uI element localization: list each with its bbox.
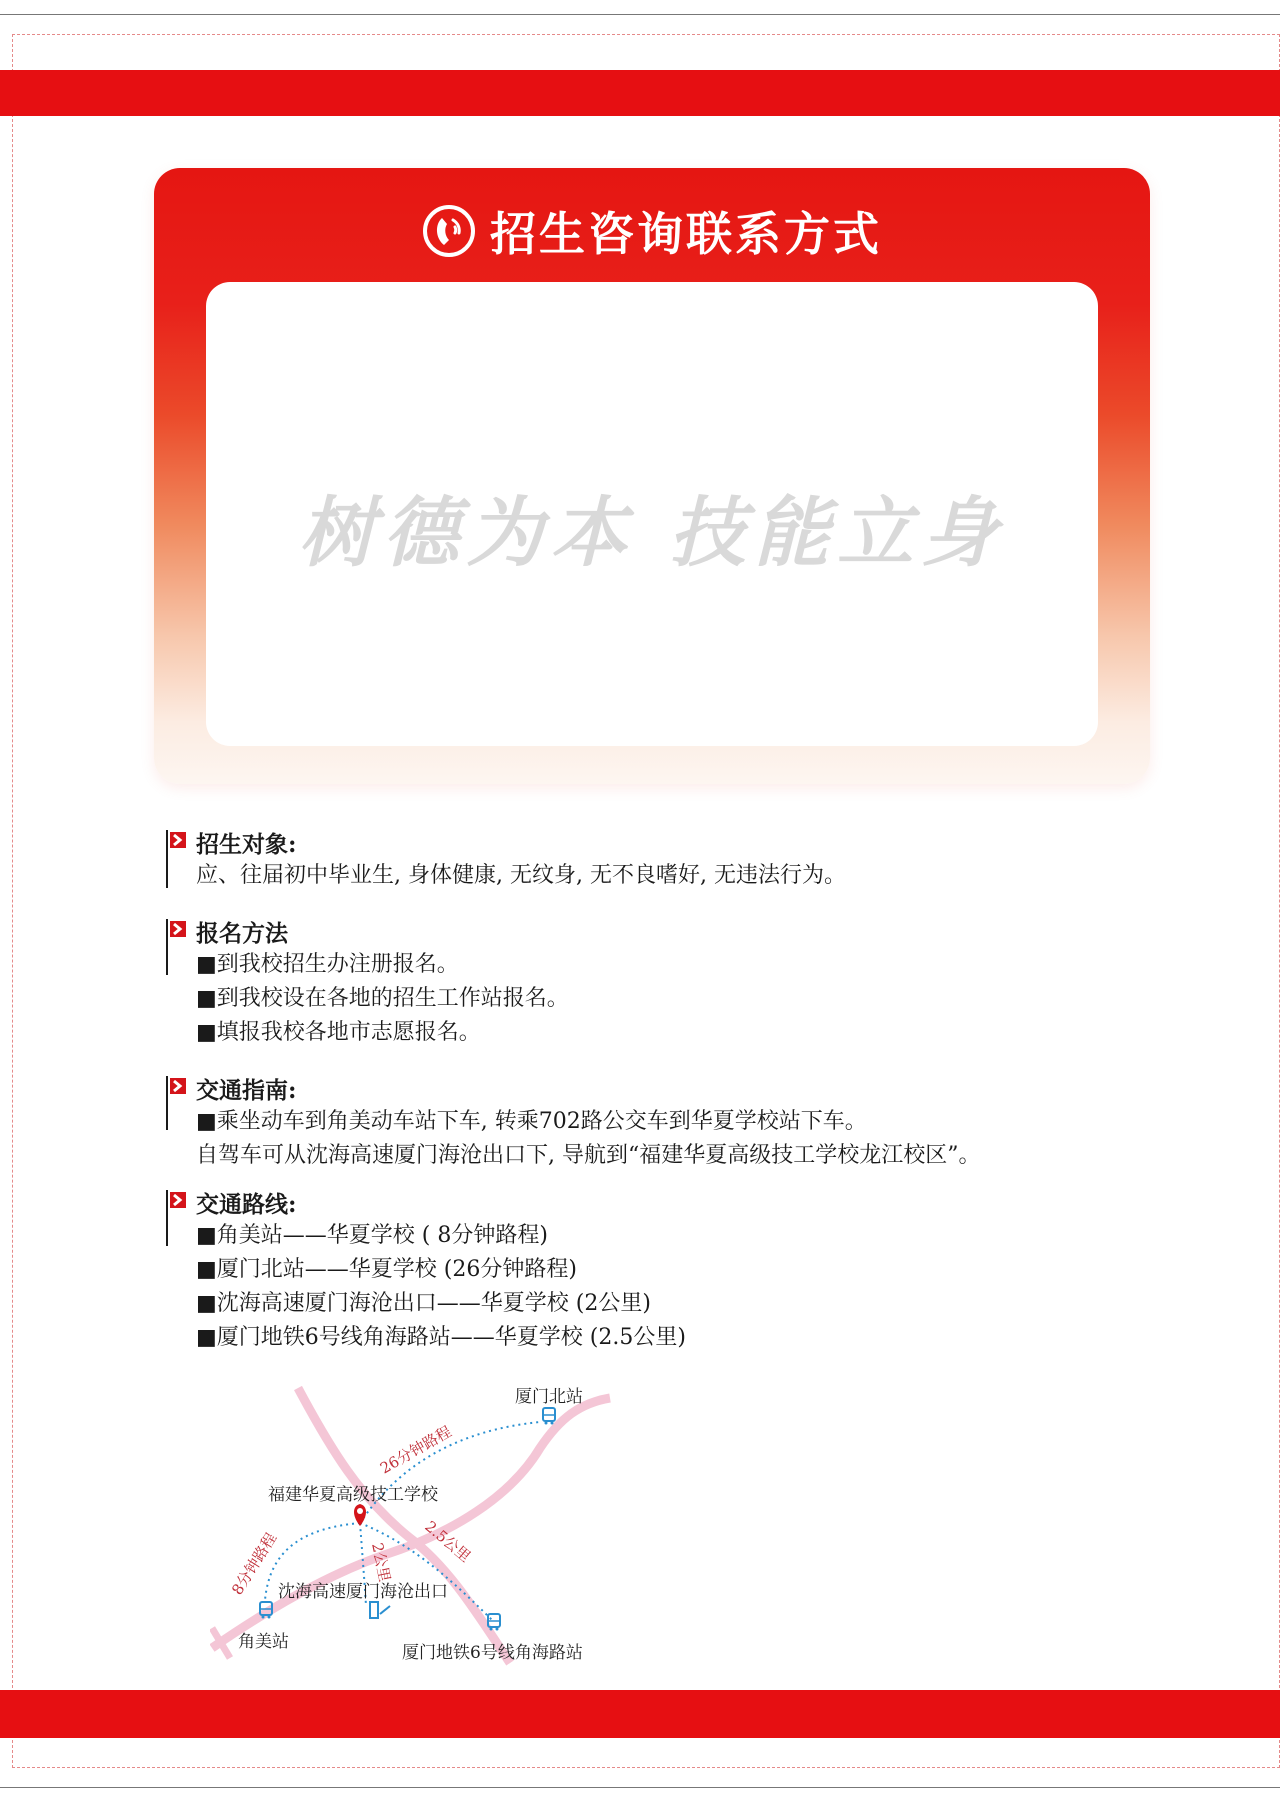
- school-location-pin-icon: [354, 1504, 366, 1526]
- label-25km: 2.5公里: [421, 1517, 475, 1566]
- section-line: ■角美站——华夏学校 ( 8分钟路程): [196, 1223, 548, 1248]
- section-line: 自驾车可从沈海高速厦门海沧出口下, 导航到“福建华夏高级技工学校龙江校区”。: [196, 1143, 981, 1168]
- section-heading: 交通路线:: [196, 1191, 297, 1218]
- school-label: 福建华夏高级技工学校: [268, 1485, 438, 1505]
- top-red-band: [0, 70, 1280, 116]
- route-map: [210, 1378, 620, 1668]
- highway-road: [298, 1388, 510, 1663]
- label-8min: 8分钟路程: [228, 1529, 281, 1599]
- bottom-red-band: [0, 1690, 1280, 1738]
- contact-card: [154, 168, 1150, 784]
- section-line: ■厦门地铁6号线角海路站——华夏学校 (2.5公里): [196, 1325, 686, 1350]
- label-2km: 2公里: [368, 1541, 394, 1584]
- section-line: ■厦门北站——华夏学校 (26分钟路程): [196, 1257, 577, 1282]
- section-line: ■沈海高速厦门海沧出口——华夏学校 (2公里): [196, 1291, 651, 1316]
- section-line: 应、往届初中毕业生, 身体健康, 无纹身, 无不良嗜好, 无违法行为。: [196, 863, 846, 888]
- section-line: ■到我校招生办注册报名。: [196, 952, 459, 977]
- metro-label: 厦门地铁6号线角海路站: [402, 1643, 583, 1663]
- phone-icon: [422, 204, 476, 258]
- exit-label: 沈海高速厦门海沧出口: [278, 1582, 448, 1602]
- section-marker-icon: [170, 1078, 186, 1094]
- contact-info-panel: [206, 282, 1098, 746]
- section-heading: 交通指南:: [196, 1077, 297, 1104]
- xiamen-north-label: 厦门北站: [515, 1387, 583, 1407]
- section-line: ■填报我校各地市志愿报名。: [196, 1020, 481, 1045]
- section-heading: 招生对象:: [196, 831, 297, 858]
- section-line: ■到我校设在各地的招生工作站报名。: [196, 986, 569, 1011]
- section-marker-icon: [170, 921, 186, 937]
- card-title: [154, 198, 1150, 264]
- section-heading: 报名方法: [196, 920, 288, 947]
- section-marker-icon: [170, 832, 186, 848]
- toll-gate-icon: [370, 1602, 390, 1618]
- trim-line-bottom: [0, 1787, 1280, 1788]
- section-line: ■乘坐动车到角美动车站下车, 转乘702路公交车到华夏学校站下车。: [196, 1109, 867, 1134]
- jiaomei-label: 角美站: [238, 1632, 289, 1652]
- label-26min: 26分钟路程: [377, 1422, 455, 1478]
- contact-title: 招生咨询联系方式: [490, 207, 882, 261]
- bus-icon: [543, 1408, 555, 1425]
- trim-line-top: [0, 14, 1280, 15]
- school-motto: 树德为本 技能立身: [298, 488, 1006, 577]
- section-marker-icon: [170, 1192, 186, 1208]
